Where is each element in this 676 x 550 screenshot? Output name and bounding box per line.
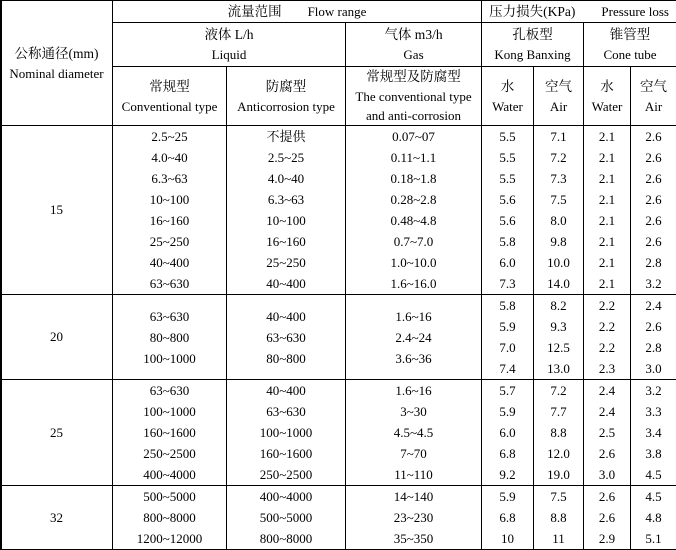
- air-cone-en: Air: [631, 97, 676, 116]
- gas-en: Gas: [346, 45, 481, 64]
- value-line: 2.2: [584, 337, 630, 358]
- header-water-cone: [584, 67, 631, 126]
- value-line: 2.1: [584, 252, 630, 273]
- gas-zh: 气体 m3/h: [346, 25, 481, 45]
- value-line: 160~1600: [113, 422, 226, 443]
- value-line: 800~8000: [113, 507, 226, 528]
- value-line: 8.2: [534, 295, 583, 316]
- value-line: 35~350: [346, 528, 481, 549]
- value-line: 7.3: [482, 273, 533, 294]
- value-line: 0.18~1.8: [346, 168, 481, 189]
- air-orifice-zh: 空气: [534, 77, 583, 97]
- value-line: 80~800: [227, 348, 345, 369]
- value-line: 7~70: [346, 443, 481, 464]
- pressure-loss-zh: 压力损失(KPa): [489, 2, 575, 22]
- value-line: 2.1: [584, 189, 630, 210]
- gas-cell: [346, 295, 482, 380]
- flow-range-en: Flow range: [308, 2, 367, 22]
- value-line: 500~5000: [227, 507, 345, 528]
- value-line: 63~630: [227, 401, 345, 422]
- value-line: 2.6: [584, 486, 630, 507]
- value-line: 7.1: [534, 126, 583, 147]
- value-line: 0.48~4.8: [346, 210, 481, 231]
- value-line: 4.5: [631, 464, 676, 485]
- value-line: 400~4000: [227, 486, 345, 507]
- value-line: 2.5~25: [113, 126, 226, 147]
- conventional-en: Conventional type: [113, 97, 226, 116]
- value-line: 4.0~40: [113, 147, 226, 168]
- nominal-diameter-en: Nominal diameter: [1, 64, 112, 83]
- header-liquid: [113, 23, 346, 67]
- value-line: 2.4: [584, 401, 630, 422]
- liquid-zh: 液体 L/h: [113, 25, 345, 45]
- value-line: 2.6: [631, 210, 676, 231]
- value-line: 5.5: [482, 126, 533, 147]
- value-line: 6.8: [482, 443, 533, 464]
- value-line: 1.6~16: [346, 306, 481, 327]
- value-line: 400~4000: [113, 464, 226, 485]
- value-line: 40~400: [227, 273, 345, 294]
- value-line: 8.0: [534, 210, 583, 231]
- diameter-cell: 32: [1, 486, 113, 550]
- value-line: 7.2: [534, 380, 583, 401]
- value-line: 5.7: [482, 380, 533, 401]
- value-line: 6.0: [482, 422, 533, 443]
- value-line: 5.8: [482, 295, 533, 316]
- value-line: 8.8: [534, 507, 583, 528]
- value-line: 7.3: [534, 168, 583, 189]
- value-line: 2.4~24: [346, 327, 481, 348]
- value-line: 23~230: [346, 507, 481, 528]
- header-anticorrosion: [227, 67, 346, 126]
- section-row-15: [1, 126, 676, 295]
- value-line: 16~160: [113, 210, 226, 231]
- value-line: 250~2500: [227, 464, 345, 485]
- value-line: 25~250: [113, 231, 226, 252]
- anticorrosion-cell: [227, 380, 346, 486]
- value-line: 2.6: [631, 316, 676, 337]
- water-cone-cell: [584, 486, 631, 550]
- conventional-cell: [113, 486, 227, 550]
- value-line: 7.7: [534, 401, 583, 422]
- conventional-cell: [113, 126, 227, 295]
- gas-type-en1: The conventional type: [346, 87, 481, 106]
- value-line: 10: [482, 528, 533, 549]
- value-line: 40~400: [227, 380, 345, 401]
- value-line: 11~110: [346, 464, 481, 485]
- value-line: 4.5~4.5: [346, 422, 481, 443]
- value-line: 100~1000: [113, 348, 226, 369]
- value-line: 2.4: [631, 295, 676, 316]
- value-line: 14~140: [346, 486, 481, 507]
- value-line: 25~250: [227, 252, 345, 273]
- gas-cell: [346, 126, 482, 295]
- cone-type-zh: 锥管型: [584, 25, 676, 45]
- value-line: 1.6~16: [346, 380, 481, 401]
- orifice-type-en: Kong Banxing: [482, 45, 583, 64]
- value-line: 2.1: [584, 231, 630, 252]
- value-line: 500~5000: [113, 486, 226, 507]
- anticorrosion-cell: [227, 295, 346, 380]
- value-line: 0.28~2.8: [346, 189, 481, 210]
- value-line: 63~630: [113, 273, 226, 294]
- value-line: 5.6: [482, 189, 533, 210]
- value-line: 2.6: [631, 126, 676, 147]
- value-line: 2.1: [584, 168, 630, 189]
- value-line: 100~1000: [113, 401, 226, 422]
- section-row-20: [1, 295, 676, 380]
- value-line: 2.6: [584, 507, 630, 528]
- value-line: 10~100: [113, 189, 226, 210]
- water-cone-cell: [584, 295, 631, 380]
- pressure-loss-en: Pressure loss: [601, 2, 669, 22]
- value-line: 0.11~1.1: [346, 147, 481, 168]
- value-line: 2.1: [584, 147, 630, 168]
- value-line: 2.1: [584, 210, 630, 231]
- value-line: 2.1: [584, 273, 630, 294]
- value-line: 0.7~7.0: [346, 231, 481, 252]
- value-line: 7.2: [534, 147, 583, 168]
- value-line: 2.2: [584, 316, 630, 337]
- value-line: 4.5: [631, 486, 676, 507]
- diameter-cell: 15: [1, 126, 113, 295]
- value-line: 0.07~07: [346, 126, 481, 147]
- air-orifice-en: Air: [534, 97, 583, 116]
- diameter-cell: 25: [1, 380, 113, 486]
- value-line: 3.3: [631, 401, 676, 422]
- liquid-en: Liquid: [113, 45, 345, 64]
- value-line: 5.8: [482, 231, 533, 252]
- water-orifice-zh: 水: [482, 77, 533, 97]
- value-line: 63~630: [113, 380, 226, 401]
- air-cone-cell: [631, 126, 676, 295]
- value-line: 100~1000: [227, 422, 345, 443]
- header-gas-type: [346, 67, 482, 126]
- value-line: 2.5: [584, 422, 630, 443]
- gas-type-zh: 常规型及防腐型: [346, 67, 481, 87]
- value-line: 2.9: [584, 528, 630, 549]
- air-orifice-cell: [534, 126, 584, 295]
- header-gas: [346, 23, 482, 67]
- value-line: 2.8: [631, 252, 676, 273]
- value-line: 2.6: [631, 168, 676, 189]
- value-line: 5.9: [482, 401, 533, 422]
- value-line: 7.5: [534, 189, 583, 210]
- value-line: 4.8: [631, 507, 676, 528]
- value-line: 3.2: [631, 273, 676, 294]
- value-line: 7.0: [482, 337, 533, 358]
- value-line: 12.5: [534, 337, 583, 358]
- value-line: 5.6: [482, 210, 533, 231]
- air-cone-cell: [631, 486, 676, 550]
- value-line: 63~630: [227, 327, 345, 348]
- header-air-orifice: [534, 67, 584, 126]
- water-cone-cell: [584, 126, 631, 295]
- value-line: 2.4: [584, 380, 630, 401]
- value-line: 160~1600: [227, 443, 345, 464]
- value-line: 5.5: [482, 147, 533, 168]
- value-line: 40~400: [227, 306, 345, 327]
- value-line: 80~800: [113, 327, 226, 348]
- header-conventional: [113, 67, 227, 126]
- air-orifice-cell: [534, 295, 584, 380]
- value-line: 2.8: [631, 337, 676, 358]
- anticorrosion-cell: [227, 126, 346, 295]
- value-line: 5.9: [482, 316, 533, 337]
- header-nominal-diameter: [1, 1, 113, 126]
- value-line: 3.8: [631, 443, 676, 464]
- value-line: 8.8: [534, 422, 583, 443]
- anticorrosion-zh: 防腐型: [227, 77, 345, 97]
- value-line: 2.6: [631, 189, 676, 210]
- value-line: 9.3: [534, 316, 583, 337]
- header-cone-type: [584, 23, 676, 67]
- value-line: 3.0: [584, 464, 630, 485]
- value-line: 7.4: [482, 358, 533, 379]
- value-line: 800~8000: [227, 528, 345, 549]
- value-line: 2.5~25: [227, 147, 345, 168]
- section-row-32: [1, 486, 676, 550]
- header-row-1: [1, 1, 676, 23]
- value-line: 2.6: [631, 147, 676, 168]
- conventional-cell: [113, 380, 227, 486]
- orifice-type-zh: 孔板型: [482, 25, 583, 45]
- section-row-25: [1, 380, 676, 486]
- value-line: 2.2: [584, 295, 630, 316]
- value-line: 5.9: [482, 486, 533, 507]
- gas-cell: [346, 486, 482, 550]
- air-orifice-cell: [534, 380, 584, 486]
- value-line: 6.0: [482, 252, 533, 273]
- value-line: 2.1: [584, 126, 630, 147]
- conventional-zh: 常规型: [113, 77, 226, 97]
- water-orifice-cell: [482, 486, 534, 550]
- value-line: 5.1: [631, 528, 676, 549]
- value-line: 3~30: [346, 401, 481, 422]
- table-body: [1, 126, 676, 550]
- air-cone-cell: [631, 295, 676, 380]
- header-orifice-type: [482, 23, 584, 67]
- value-line: 6.8: [482, 507, 533, 528]
- value-line: 19.0: [534, 464, 583, 485]
- value-line: 4.0~40: [227, 168, 345, 189]
- value-line: 63~630: [113, 306, 226, 327]
- air-cone-zh: 空气: [631, 77, 676, 97]
- air-cone-cell: [631, 380, 676, 486]
- value-line: 5.5: [482, 168, 533, 189]
- value-line: 1.6~16.0: [346, 273, 481, 294]
- value-line: 11: [534, 528, 583, 549]
- water-orifice-en: Water: [482, 97, 533, 116]
- water-orifice-cell: [482, 295, 534, 380]
- value-line: 40~400: [113, 252, 226, 273]
- header-water-orifice: [482, 67, 534, 126]
- value-line: 10~100: [227, 210, 345, 231]
- value-line: 6.3~63: [113, 168, 226, 189]
- value-line: 9.8: [534, 231, 583, 252]
- value-line: 14.0: [534, 273, 583, 294]
- gas-cell: [346, 380, 482, 486]
- anticorrosion-en: Anticorrosion type: [227, 97, 345, 116]
- air-orifice-cell: [534, 486, 584, 550]
- value-line: 9.2: [482, 464, 533, 485]
- water-cone-zh: 水: [584, 77, 630, 97]
- header-pressure-loss: [482, 1, 676, 23]
- value-line: 不提供: [227, 126, 345, 147]
- water-cone-cell: [584, 380, 631, 486]
- value-line: 12.0: [534, 443, 583, 464]
- water-orifice-cell: [482, 380, 534, 486]
- value-line: 2.6: [631, 231, 676, 252]
- value-line: 16~160: [227, 231, 345, 252]
- value-line: 1200~12000: [113, 528, 226, 549]
- gas-type-en2: and anti-corrosion: [346, 106, 481, 125]
- header-flow-range: [113, 1, 482, 23]
- diameter-cell: 20: [1, 295, 113, 380]
- value-line: 1.0~10.0: [346, 252, 481, 273]
- value-line: 6.3~63: [227, 189, 345, 210]
- value-line: 3.6~36: [346, 348, 481, 369]
- flow-range-zh: 流量范围: [228, 2, 282, 22]
- header-air-cone: [631, 67, 676, 126]
- value-line: 250~2500: [113, 443, 226, 464]
- value-line: 3.4: [631, 422, 676, 443]
- anticorrosion-cell: [227, 486, 346, 550]
- conventional-cell: [113, 295, 227, 380]
- water-cone-en: Water: [584, 97, 630, 116]
- value-line: 3.0: [631, 358, 676, 379]
- value-line: 2.3: [584, 358, 630, 379]
- cone-type-en: Cone tube: [584, 45, 676, 64]
- value-line: 13.0: [534, 358, 583, 379]
- value-line: 3.2: [631, 380, 676, 401]
- nominal-diameter-zh: 公称通径(mm): [1, 44, 112, 64]
- value-line: 7.5: [534, 486, 583, 507]
- value-line: 2.6: [584, 443, 630, 464]
- value-line: 10.0: [534, 252, 583, 273]
- water-orifice-cell: [482, 126, 534, 295]
